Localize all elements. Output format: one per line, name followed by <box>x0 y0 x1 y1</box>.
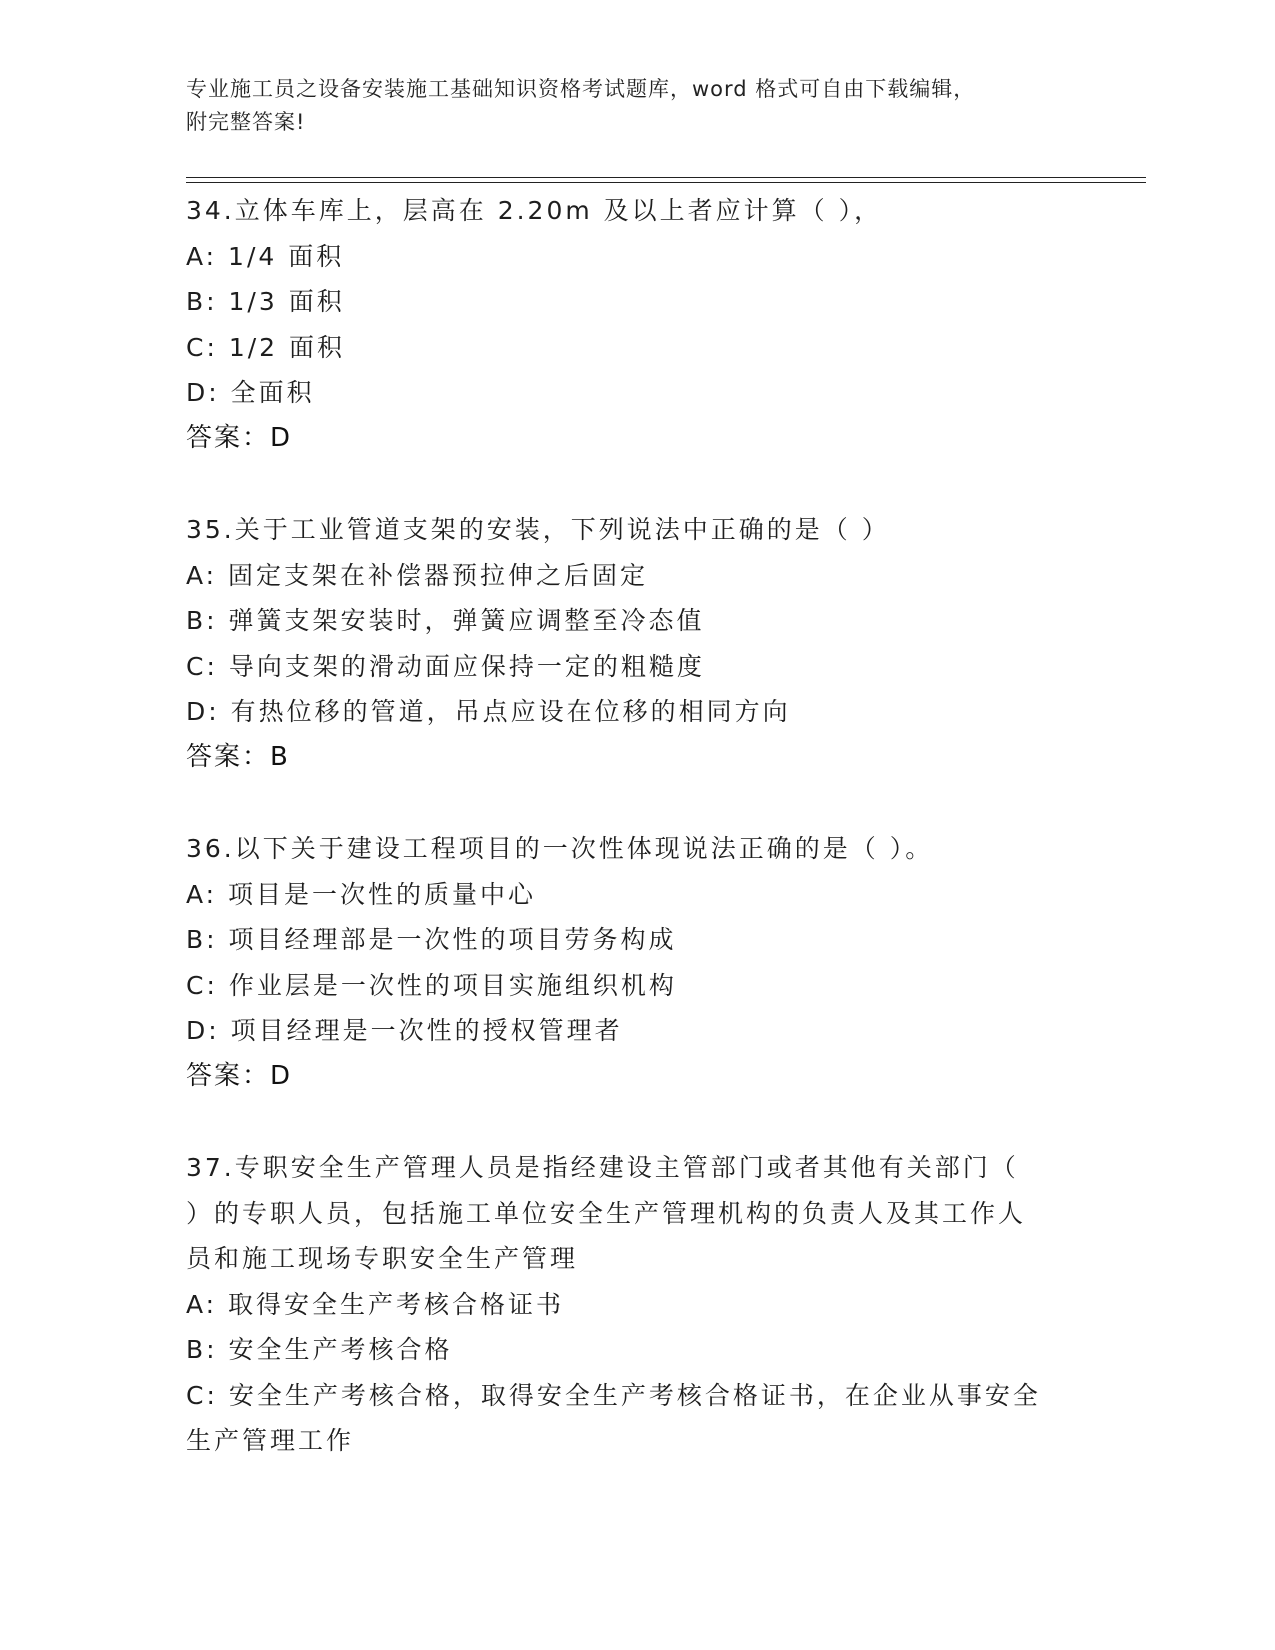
header-line-1: 专业施工员之设备安装施工基础知识资格考试题库，word 格式可自由下载编辑， <box>186 77 976 101</box>
option-d: D: 项目经理是一次性的授权管理者 <box>186 1016 623 1045</box>
option-b: B: 弹簧支架安装时，弹簧应调整至冷态值 <box>186 606 705 635</box>
option-b: B: 项目经理部是一次性的项目劳务构成 <box>186 925 677 954</box>
question-stem: 36.以下关于建设工程项目的一次性体现说法正确的是（ ）。 <box>186 834 934 863</box>
question-stem: 35.关于工业管道支架的安装，下列说法中正确的是（ ） <box>186 515 890 544</box>
question-stem-line-3: 员和施工现场专职安全生产管理 <box>186 1244 579 1273</box>
option-d: D: 全面积 <box>186 378 315 407</box>
question-35 <box>186 507 1086 780</box>
header-divider-top <box>186 177 1146 178</box>
header-divider-bottom <box>186 182 1146 183</box>
answer: 答案：B <box>186 741 290 772</box>
option-a: A: 1/4 面积 <box>186 241 345 271</box>
header-line-2: 附完整答案! <box>186 110 306 134</box>
option-a: A: 项目是一次性的质量中心 <box>186 879 537 909</box>
option-a: A: 取得安全生产考核合格证书 <box>186 1289 565 1319</box>
question-list <box>186 188 1086 1464</box>
option-a: A: 固定支架在补偿器预拉伸之后固定 <box>186 560 649 590</box>
option-c: C: 1/2 面积 <box>186 332 346 362</box>
answer: 答案：D <box>186 422 293 453</box>
option-c-line-1: C: 安全生产考核合格，取得安全生产考核合格证书，在企业从事安全 <box>186 1380 1041 1410</box>
question-stem: 34.立体车库上，层高在 2.20m 及以上者应计算（ ）， <box>186 196 883 225</box>
option-c-line-2: 生产管理工作 <box>186 1426 355 1455</box>
question-stem-line-2: ）的专职人员，包括施工单位安全生产管理机构的负责人及其工作人 <box>186 1198 1027 1228</box>
question-34 <box>186 188 1086 461</box>
option-c: C: 导向支架的滑动面应保持一定的粗糙度 <box>186 651 705 681</box>
option-b: B: 安全生产考核合格 <box>186 1335 453 1364</box>
option-c: C: 作业层是一次性的项目实施组织机构 <box>186 970 677 1000</box>
option-d: D: 有热位移的管道，吊点应设在位移的相同方向 <box>186 697 791 726</box>
document-header <box>186 73 1066 139</box>
answer: 答案：D <box>186 1060 293 1091</box>
option-b: B: 1/3 面积 <box>186 287 345 316</box>
question-36 <box>186 826 1086 1099</box>
question-37 <box>186 1145 1086 1464</box>
question-stem-line-1: 37.专职安全生产管理人员是指经建设主管部门或者其他有关部门（ <box>186 1153 1019 1182</box>
